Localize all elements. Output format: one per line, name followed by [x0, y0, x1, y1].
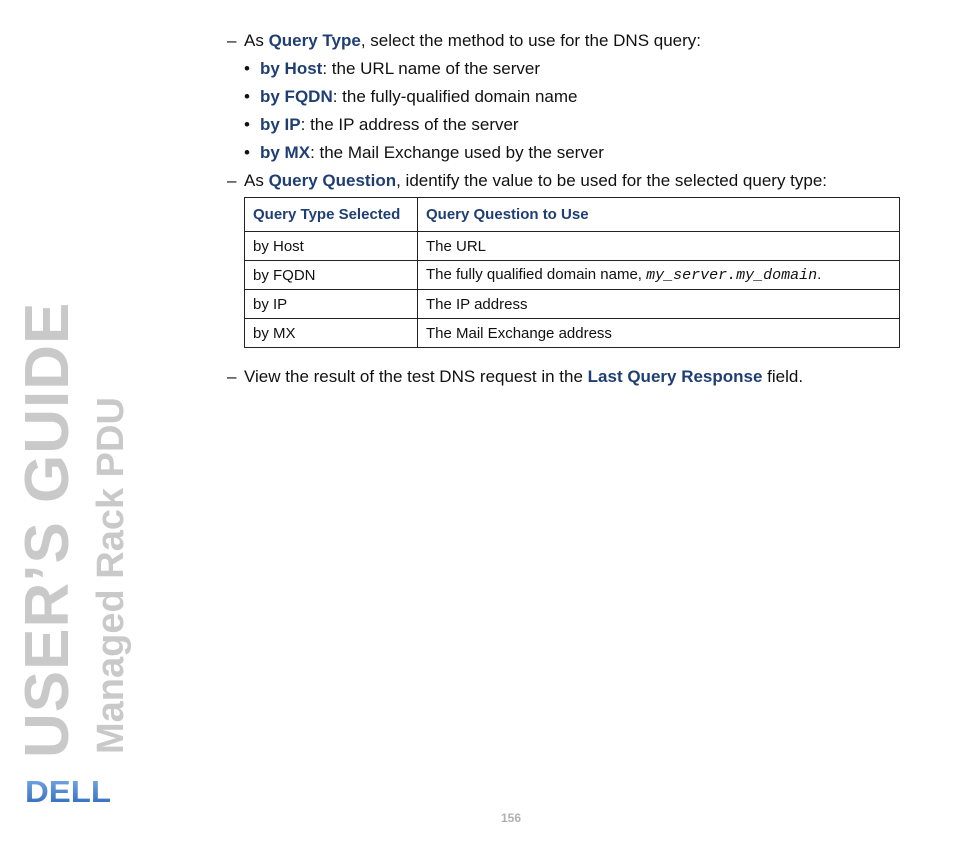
page-number: 156	[500, 811, 522, 825]
dash-item-last-query-response: – View the result of the test DNS request in the Last Query Response field.	[227, 367, 804, 386]
column-header: Query Question to Use	[418, 198, 900, 232]
keyword-by-ip: by IP	[260, 115, 301, 134]
dash-mark: –	[227, 171, 237, 190]
table-cell: The URL	[418, 232, 900, 261]
table-cell: The IP address	[418, 290, 900, 319]
keyword-by-fqdn: by FQDN	[260, 87, 333, 106]
table-cell: by IP	[245, 290, 418, 319]
column-header: Query Type Selected	[245, 198, 418, 232]
bullet-item-by-mx: • by MX: the Mail Exchange used by the server	[244, 143, 604, 162]
bullet-mark: •	[244, 59, 250, 78]
table-cell: The fully qualified domain name, my_server.my_domain.	[418, 261, 900, 290]
query-type-table	[244, 197, 900, 348]
keyword-query-question: Query Question	[268, 171, 397, 190]
bullet-mark: •	[244, 87, 250, 106]
table-row	[245, 290, 900, 319]
dash-item-query-type	[227, 31, 701, 51]
bullet-item-by-ip: • by IP: the IP address of the server	[244, 115, 519, 134]
code-text: my_server.my_domain	[646, 267, 818, 284]
keyword-last-query-response: Last Query Response	[587, 367, 763, 386]
keyword-by-host: by Host	[260, 59, 323, 78]
keyword-query-type: Query Type	[268, 31, 361, 50]
dash-mark: –	[227, 367, 237, 386]
dell-logo-text: DELL	[25, 776, 111, 806]
table-cell: by MX	[245, 319, 418, 348]
table-row	[245, 319, 900, 348]
table-row	[245, 261, 900, 290]
sidebar-subtitle: Managed Rack PDU	[90, 397, 132, 754]
dash-mark: –	[227, 31, 237, 50]
table-row	[245, 232, 900, 261]
dell-logo	[25, 776, 111, 806]
bullet-mark: •	[244, 115, 250, 134]
table-cell: by Host	[245, 232, 418, 261]
dash-item-query-question: – As Query Question, identify the value to be used for the selected query type:	[227, 171, 828, 190]
item-text: As Query Type, select the method to use for the DNS query:	[244, 31, 702, 50]
bullet-item-by-fqdn: • by FQDN: the fully-qualified domain name	[244, 87, 578, 106]
keyword-by-mx: by MX	[260, 143, 311, 162]
table-cell: by FQDN	[245, 261, 418, 290]
sidebar-title: USER’S GUIDE	[13, 301, 82, 758]
bullet-mark: •	[244, 143, 250, 162]
bullet-item-by-host: • by Host: the URL name of the server	[244, 59, 540, 78]
table-header-row	[245, 198, 900, 232]
table-cell: The Mail Exchange address	[418, 319, 900, 348]
